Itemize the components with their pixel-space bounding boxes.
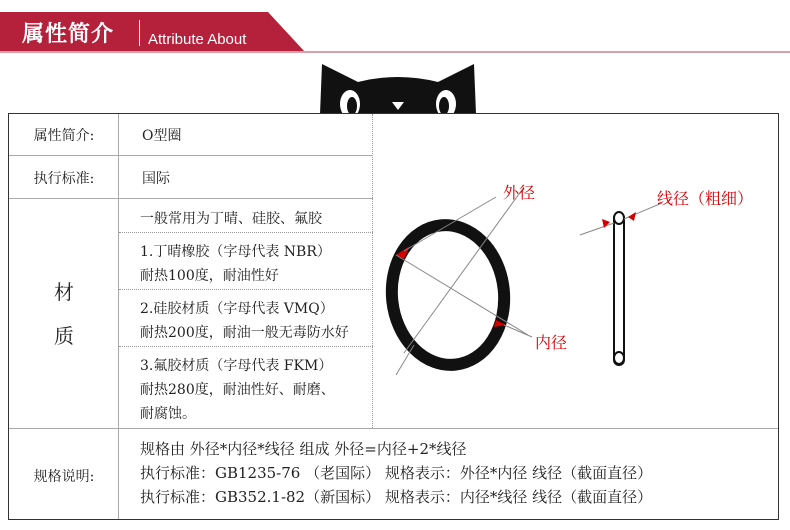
wire-cross-section: [614, 213, 624, 365]
col-divider-label: [118, 114, 119, 519]
banner-separator: [139, 20, 140, 46]
material-label-1: 材: [54, 280, 74, 304]
material-item-nbr-title: 1.丁晴橡胶（字母代表 NBR）: [140, 244, 331, 260]
spec-label: 规格说明:: [33, 469, 95, 485]
row-label-standard: 执行标准:: [33, 171, 95, 187]
row-label-attribute: 属性简介:: [33, 128, 95, 144]
material-label-2: 质: [54, 324, 74, 348]
spec-line-1: 规格由 外径*内径*线径 组成 外径=内径+2*线径: [140, 440, 467, 458]
material-item-vmq-desc: 耐热200度，耐油一般无毒防水好: [140, 325, 349, 341]
col-divider-diagram: [372, 114, 373, 428]
row-value-standard: 国际: [142, 171, 170, 187]
inner-diameter-label: 内径: [535, 333, 568, 352]
material-item-fkm-title: 3.氟胶材质（字母代表 FKM）: [140, 358, 333, 374]
banner-title-cn: 属性简介: [22, 22, 115, 47]
material-item-nbr-desc: 耐热100度，耐油性好: [140, 268, 279, 284]
o-ring-shape: [385, 220, 511, 371]
spec-line-3: 执行标准：GB352.1-82（新国标） 规格表示：内径*线径 线径（截面直径）: [140, 488, 653, 506]
o-ring-diagram: [374, 115, 778, 427]
spec-line-2: 执行标准：GB1235-76 （老国际） 规格表示：外径*内径 线径（截面直径）: [140, 464, 653, 482]
wire-diameter-label: 线径（粗细）: [657, 189, 754, 208]
outer-diameter-label: 外径: [503, 183, 536, 202]
row-value-attribute: O型圈: [142, 128, 182, 144]
banner-title-en: Attribute About: [148, 31, 247, 48]
material-item-vmq-title: 2.硅胶材质（字母代表 VMQ）: [140, 301, 334, 317]
banner-underline: [0, 51, 790, 53]
cat-logo: [318, 58, 478, 114]
material-item-fkm-desc: 耐热280度，耐油性好、耐磨、: [140, 382, 335, 398]
material-intro: 一般常用为丁晴、硅胶、氟胶: [140, 211, 322, 227]
material-item-fkm-desc-2: 耐腐蚀。: [140, 406, 196, 422]
